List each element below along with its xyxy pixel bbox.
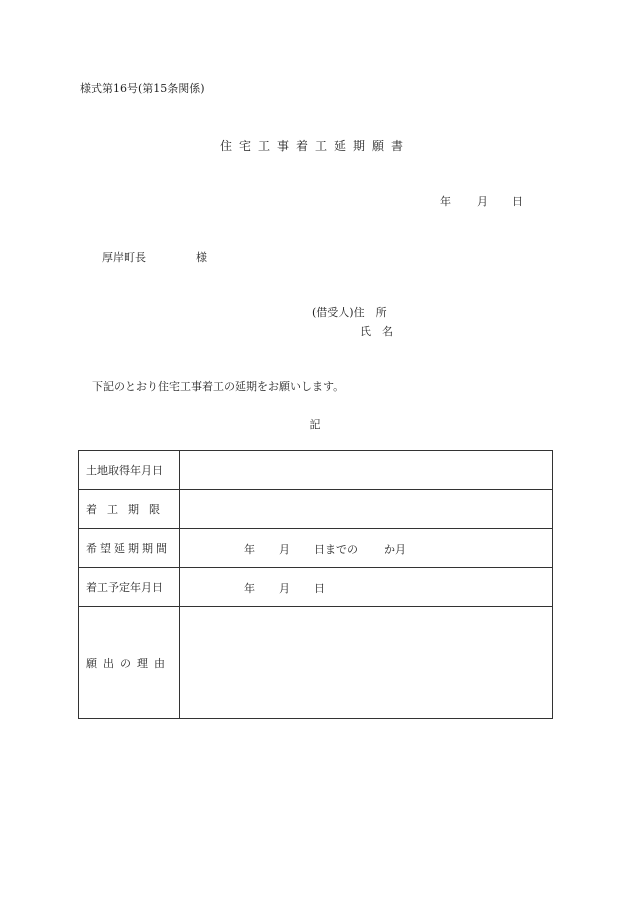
planned-month: 月 <box>279 582 290 595</box>
row-label: 着工予定年月日 <box>79 568 180 607</box>
table-row-deadline <box>79 490 553 529</box>
extension-until: 日までの <box>314 543 358 556</box>
extension-year: 年 <box>244 543 255 556</box>
detail-table <box>78 450 553 719</box>
addressee-name: 厚岸町長 <box>102 251 146 264</box>
table-row-extension-period <box>79 529 553 568</box>
table-row-land-acquisition <box>79 451 553 490</box>
row-label: 土地取得年月日 <box>79 451 180 490</box>
extension-period-cell[interactable] <box>180 529 553 568</box>
extension-months: か月 <box>384 543 406 556</box>
date-year: 年 <box>440 195 451 208</box>
planned-day: 日 <box>314 582 325 595</box>
extension-month: 月 <box>279 543 290 556</box>
row-label: 着工期限 <box>79 490 180 529</box>
land-acquisition-date-cell[interactable] <box>180 451 553 490</box>
form-number: 様式第16号(第15条関係) <box>80 82 205 95</box>
addressee-honorific: 様 <box>196 251 207 264</box>
reason-cell[interactable] <box>180 607 553 719</box>
planned-year: 年 <box>244 582 255 595</box>
date-month: 月 <box>477 195 488 208</box>
ki-heading: 記 <box>309 418 321 431</box>
applicant-address-label: (借受人)住 所 <box>312 306 387 319</box>
table-row-planned-start <box>79 568 553 607</box>
planned-start-date-cell[interactable] <box>180 568 553 607</box>
applicant-name-label: 氏 名 <box>360 325 393 338</box>
date-day: 日 <box>512 195 523 208</box>
request-text: 下記のとおり住宅工事着工の延期をお願いします。 <box>92 380 345 393</box>
row-label: 願出の理由 <box>79 607 180 719</box>
construction-deadline-cell[interactable] <box>180 490 553 529</box>
row-label: 希望延期期間 <box>79 529 180 568</box>
document-title: 住宅工事着工延期願書 <box>219 139 410 153</box>
table-row-reason <box>79 607 553 719</box>
